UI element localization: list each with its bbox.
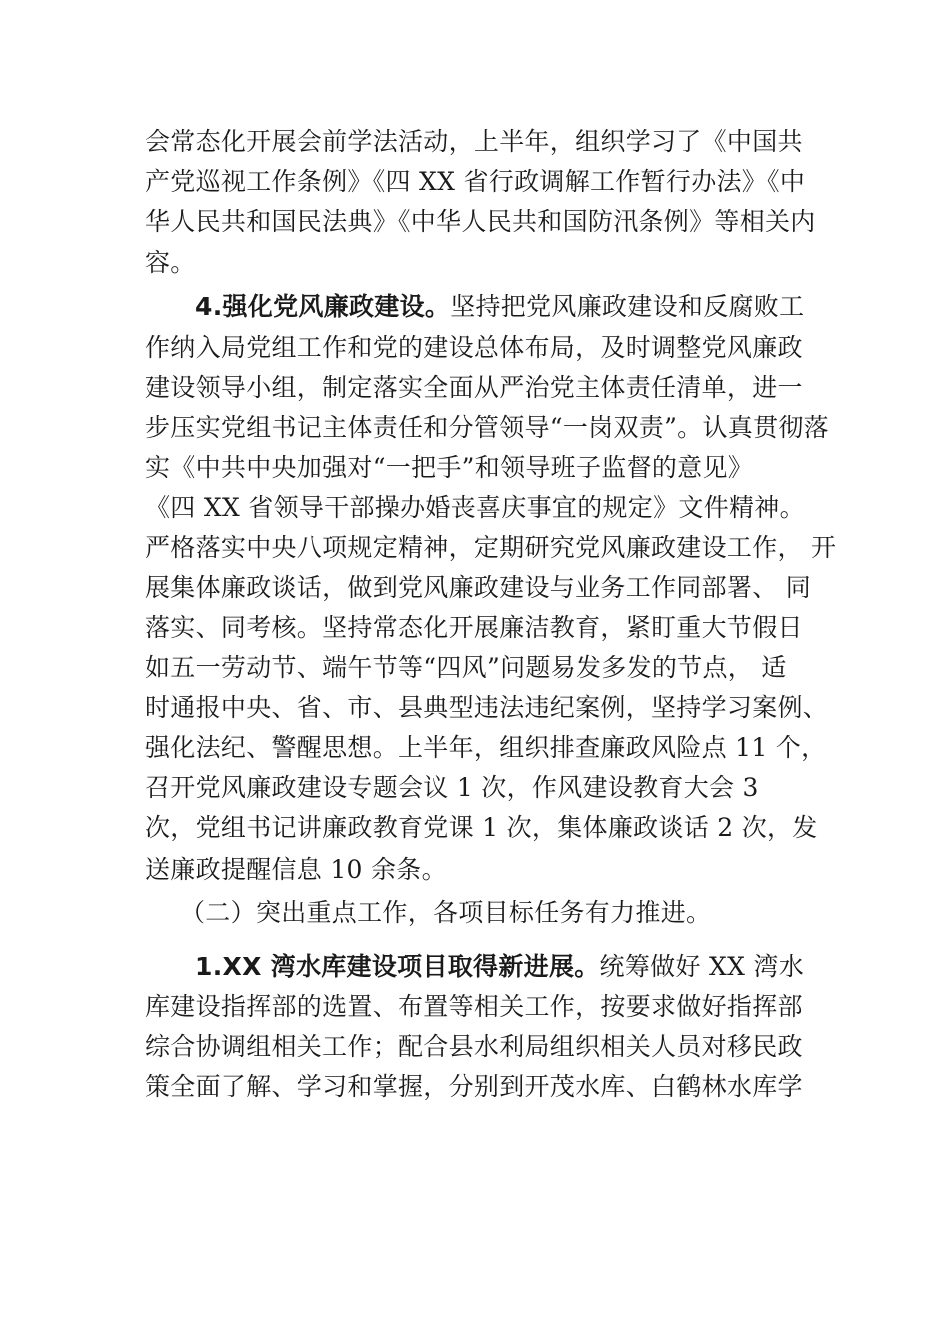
paragraph-line: 实《中共中央加强对“一把手”和领导班子监督的意见》	[145, 453, 754, 482]
section-4-text: 坚持把党风廉政建设和反腐败工	[450, 292, 805, 321]
section-4-heading: 4.强化党风廉政建设。	[195, 292, 451, 321]
paragraph-line: 建设领导小组，制定落实全面从严治党主体责任清单，进一	[145, 373, 803, 402]
item-1-first-line	[195, 952, 804, 982]
item-1-heading: 1.XX 湾水库建设项目取得新进展。	[195, 952, 600, 981]
paragraph-line: 《四 XX 省领导干部操办婚丧喜庆事宜的规定》文件精神。	[145, 493, 805, 522]
paragraph-line: 作纳入局党组工作和党的建设总体布局，及时调整党风廉政	[145, 333, 803, 362]
paragraph-line: 送廉政提醒信息 10 余条。	[145, 855, 447, 884]
paragraph-line: 落实、同考核。坚持常态化开展廉洁教育，紧盯重大节假日	[145, 613, 803, 642]
paragraph-line: 强化法纪、警醒思想。上半年，组织排查廉政风险点 11 个，	[145, 733, 827, 762]
subsection-title: （二）突出重点工作，各项目标任务有力推进。	[180, 898, 712, 927]
paragraph-line: 召开党风廉政建设专题会议 1 次，作风建设教育大会 3	[145, 773, 759, 802]
paragraph-line: 产党巡视工作条例》《四 XX 省行政调解工作暂行办法》《中	[145, 167, 806, 196]
paragraph-line: 次，党组书记讲廉政教育党课 1 次，集体廉政谈话 2 次，发	[145, 813, 818, 842]
paragraph-line: 严格落实中央八项规定精神，定期研究党风廉政建设工作， 开	[145, 533, 837, 562]
paragraph-line: 展集体廉政谈话，做到党风廉政建设与业务工作同部署、 同	[145, 573, 812, 602]
paragraph-line: 如五一劳动节、端午节等“四风”问题易发多发的节点， 适	[145, 653, 787, 682]
paragraph-line: 步压实党组书记主体责任和分管领导“一岗双责”。认真贯彻落	[145, 413, 829, 442]
paragraph-line: 会常态化开展会前学法活动，上半年，组织学习了《中国共	[145, 127, 803, 156]
section-4-first-line	[195, 292, 804, 322]
paragraph-line: 容。	[145, 248, 196, 277]
paragraph-line: 综合协调组相关工作；配合县水利局组织相关人员对移民政	[145, 1032, 803, 1061]
paragraph-line: 时通报中央、省、市、县典型违法违纪案例，坚持学习案例、	[145, 693, 829, 722]
paragraph-line: 华人民共和国民法典》《中华人民共和国防汛条例》等相关内	[145, 207, 816, 236]
item-1-text: 统筹做好 XX 湾水	[599, 952, 805, 981]
paragraph-line: 库建设指挥部的选置、布置等相关工作，按要求做好指挥部	[145, 992, 803, 1021]
paragraph-line: 策全面了解、学习和掌握，分别到开茂水库、白鹤林水库学	[145, 1072, 803, 1101]
